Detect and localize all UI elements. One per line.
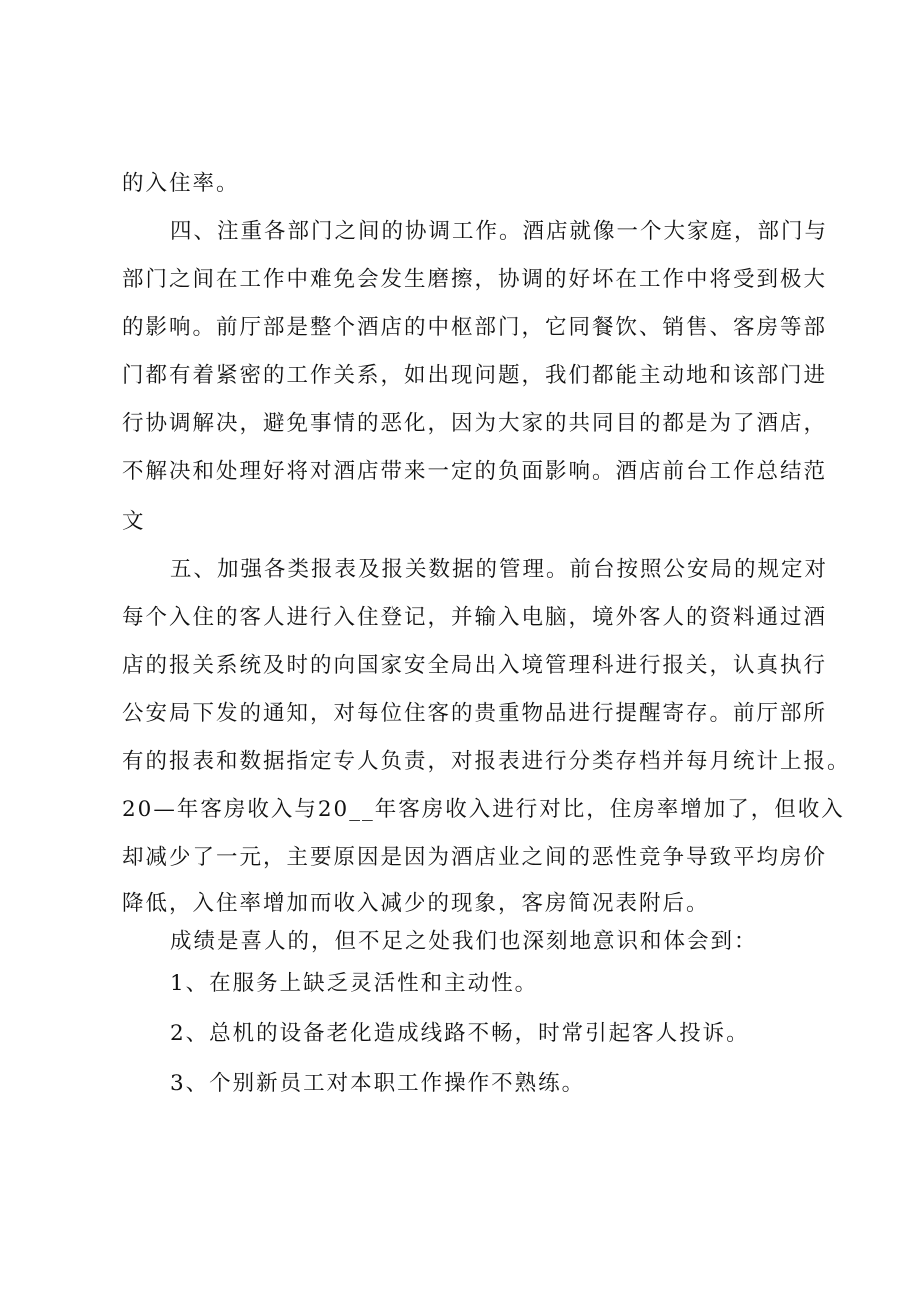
text-line: 部门之间在工作中难免会发生磨擦，协调的好坏在工作中将受到极大 bbox=[122, 267, 828, 292]
text-line: 的入住率。 bbox=[122, 171, 240, 196]
text-line: 每个入住的客人进行入住登记，并输入电脑，境外客人的资料通过酒 bbox=[122, 605, 828, 630]
text-line: 有的报表和数据指定专人负责，对报表进行分类存档并每月统计上报。 bbox=[122, 749, 851, 774]
text-line: 不解决和处理好将对酒店带来一定的负面影响。酒店前台工作总结范 bbox=[122, 459, 828, 484]
list-item-3: 3、个别新员工对本职工作操作不熟练。 bbox=[170, 1071, 586, 1096]
list-item-2: 2、总机的设备老化造成线路不畅，时常引起客人投诉。 bbox=[170, 1021, 750, 1046]
text-line: 文 bbox=[122, 509, 146, 534]
text-line: 门都有着紧密的工作关系，如出现问题，我们都能主动地和该部门进 bbox=[122, 363, 828, 388]
text-line: 店的报关系统及时的向国家安全局出入境管理科进行报关，认真执行 bbox=[122, 653, 828, 678]
summary-intro: 成绩是喜人的，但不足之处我们也深刻地意识和体会到： bbox=[170, 929, 758, 954]
text-line: 公安局下发的通知，对每位住客的贵重物品进行提醒寄存。前厅部所 bbox=[122, 701, 828, 726]
paragraph-heading-4: 四、注重各部门之间的协调工作。酒店就像一个大家庭，部门与 bbox=[170, 219, 829, 244]
paragraph-heading-5: 五、加强各类报表及报关数据的管理。前台按照公安局的规定对 bbox=[170, 557, 829, 582]
list-item-1: 1、在服务上缺乏灵活性和主动性。 bbox=[170, 971, 539, 996]
text-line: 20—年客房收入与20__年客房收入进行对比，住房率增加了，但收入 bbox=[122, 797, 845, 822]
text-line: 行协调解决，避免事情的恶化，因为大家的共同目的都是为了酒店， bbox=[122, 411, 828, 436]
text-line: 却减少了一元，主要原因是因为酒店业之间的恶性竞争导致平均房价 bbox=[122, 845, 828, 870]
text-line: 的影响。前厅部是整个酒店的中枢部门，它同餐饮、销售、客房等部 bbox=[122, 315, 828, 340]
text-line: 降低，入住率增加而收入减少的现象，客房简况表附后。 bbox=[122, 891, 710, 916]
